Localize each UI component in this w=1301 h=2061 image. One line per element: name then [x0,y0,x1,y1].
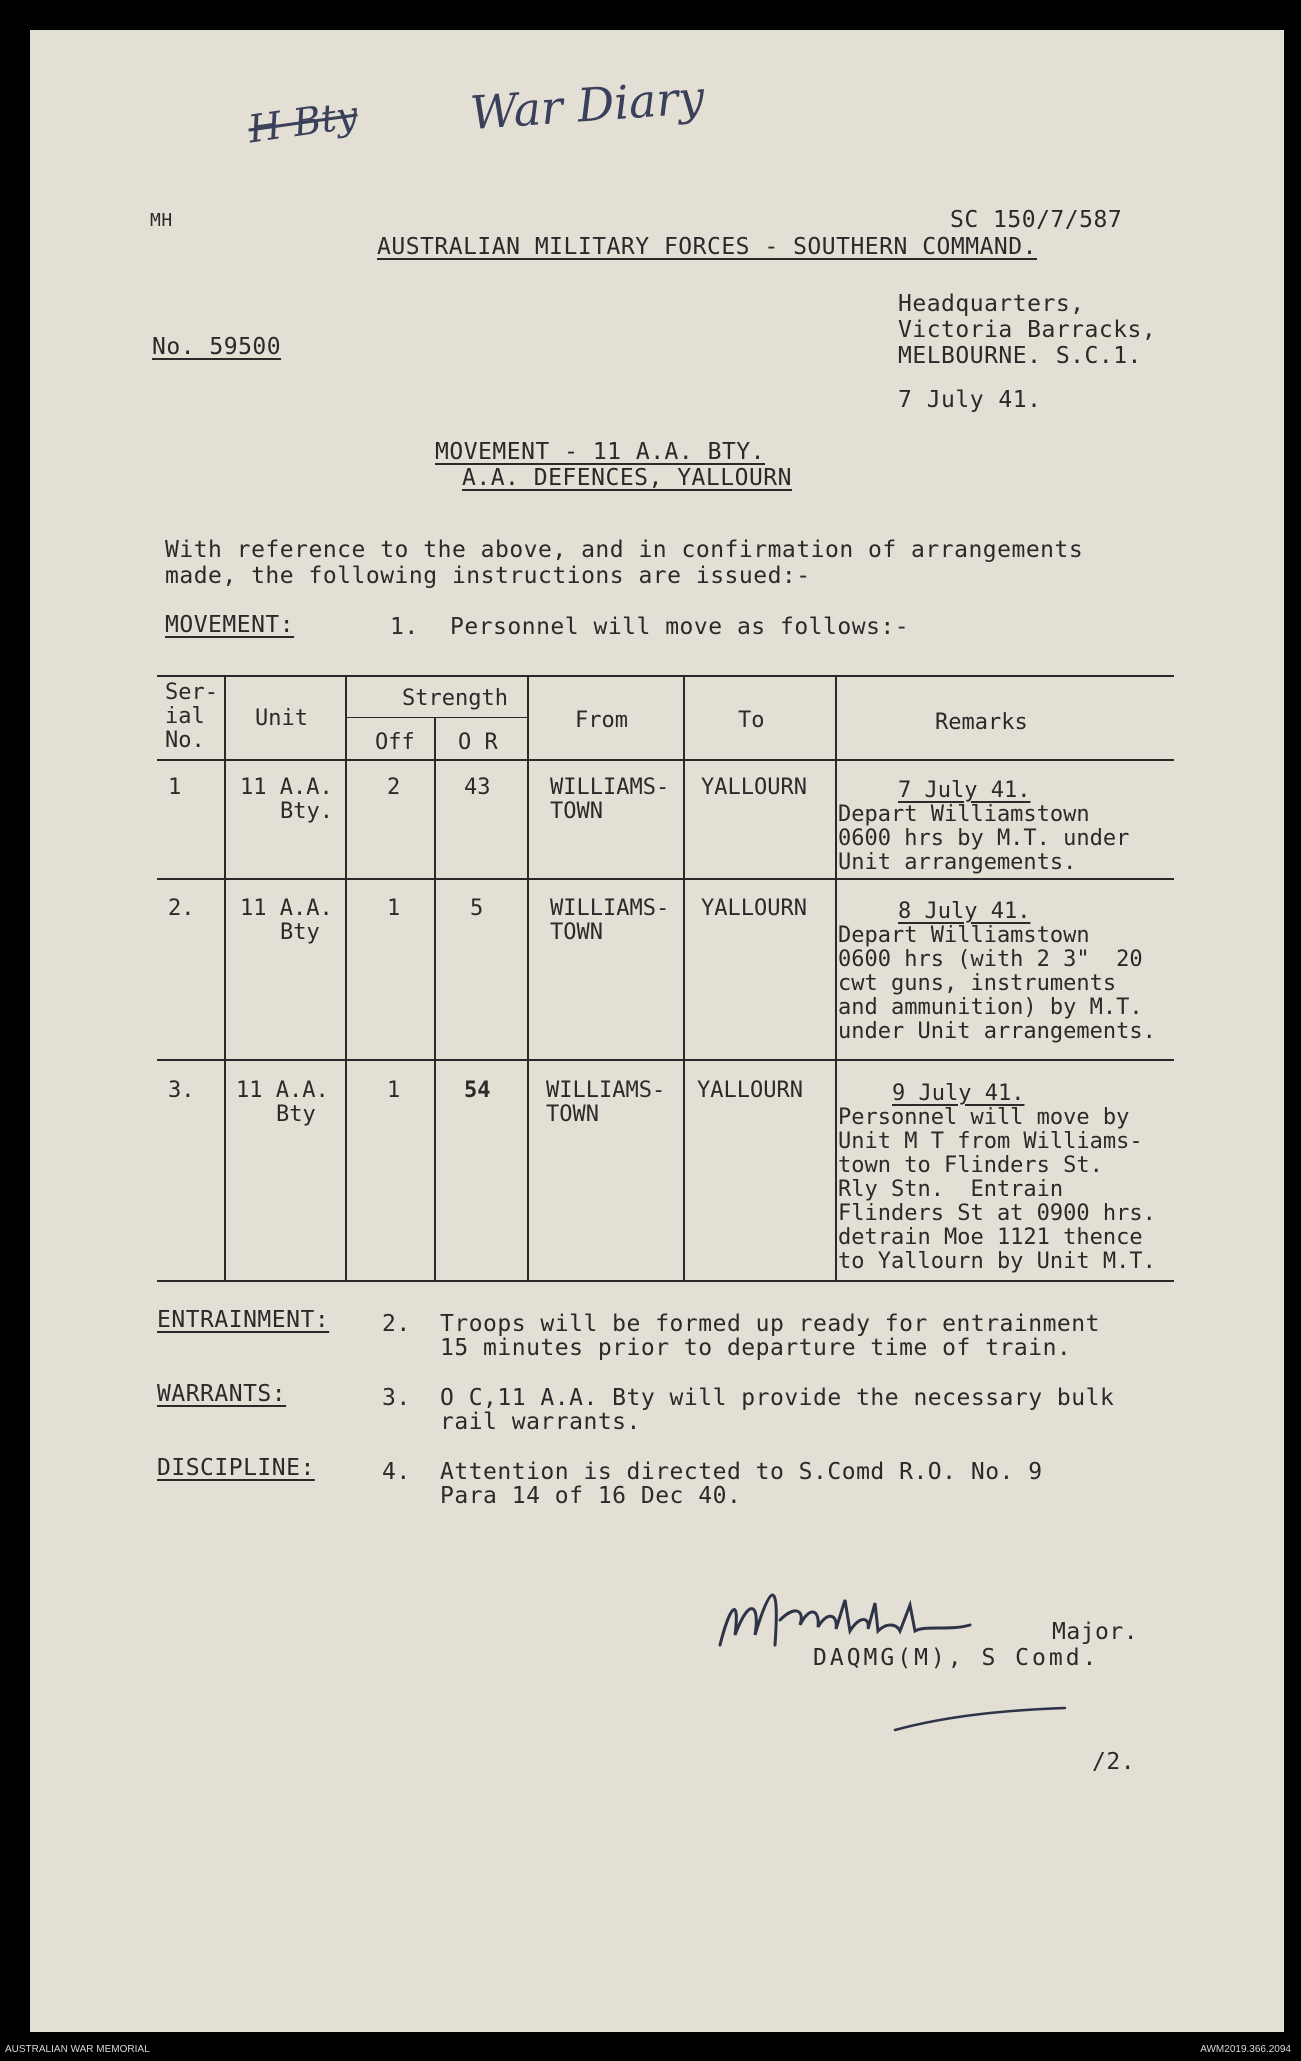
header-strength: Strength [402,686,508,711]
row-remarks: cwt guns, instruments [838,971,1117,996]
row-from: TOWN [546,1102,599,1127]
document-number: No. 59500 [152,334,282,360]
row-to: YALLOURN [701,896,807,921]
section-text: Troops will be formed up ready for entrainment [440,1311,1100,1337]
address-line: Victoria Barracks, [898,317,1157,343]
row-unit: Bty [276,1102,316,1127]
row-unit: 11 A.A. [236,1078,329,1103]
section-text: Attention is directed to S.Comd R.O. No. 9 [440,1459,1043,1485]
movement-number: 1. [390,614,419,640]
row-remarks: 0600 hrs (with 2 3" 20 [838,947,1143,972]
row-from: TOWN [550,920,603,945]
row-serial: 3. [168,1078,195,1103]
movement-text: Personnel will move as follows:- [450,614,910,640]
section-text: rail warrants. [440,1409,641,1435]
row-to: YALLOURN [701,775,807,800]
row-remarks: and ammunition) by M.T. [838,995,1143,1020]
handwritten-stroke [890,1700,1070,1740]
row-from: WILLIAMS- [550,896,670,921]
row-or: 54 [464,1078,491,1103]
row-from: TOWN [550,799,603,824]
header-remarks: Remarks [935,710,1028,735]
footer-right: AWM2019.366.2094 [1200,2044,1291,2055]
header-from: From [575,708,628,733]
row-off: 2 [387,775,401,800]
row-unit: 11 A.A. [240,775,333,800]
row-unit: Bty. [280,799,333,824]
section-heading: WARRANTS: [157,1381,287,1407]
header-serial: Ser- [165,680,218,705]
row-remarks: Rly Stn. Entrain [838,1177,1064,1202]
reference-number: SC 150/7/587 [950,207,1123,233]
row-date: 8 July 41. [898,899,1031,924]
row-or: 5 [470,896,484,921]
row-remarks: Depart Williamstown [838,802,1090,827]
row-remarks: under Unit arrangements. [838,1019,1156,1044]
row-remarks: Flinders St at 0900 hrs. [838,1201,1156,1226]
subject-line-2: A.A. DEFENCES, YALLOURN [462,465,792,491]
movement-heading: MOVEMENT: [165,612,295,638]
handwritten-war-diary: War Diary [468,69,706,141]
row-from: WILLIAMS- [546,1078,666,1103]
row-from: WILLIAMS- [550,775,670,800]
handwritten-battery-note: H Bty [245,92,361,152]
header-off: Off [375,730,415,755]
header-or: O R [458,730,498,755]
row-off: 1 [387,896,401,921]
row-off: 1 [387,1078,401,1103]
section-heading: ENTRAINMENT: [157,1307,330,1333]
row-remarks: town to Flinders St. [838,1153,1103,1178]
header-serial: ial [165,704,205,729]
row-unit: 11 A.A. [240,896,333,921]
header-to: To [738,708,765,733]
row-remarks: Depart Williamstown [838,923,1090,948]
row-date: 9 July 41. [892,1081,1025,1106]
header-serial: No. [165,728,205,753]
address-line: Headquarters, [898,291,1085,317]
section-heading: DISCIPLINE: [157,1455,315,1481]
signature-appointment: DAQMG(M), S Comd. [813,1645,1100,1671]
address-line: MELBOURNE. S.C.1. [898,343,1142,369]
row-remarks: Personnel will move by [838,1105,1130,1130]
footer-left: AUSTRALIAN WAR MEMORIAL [5,2044,150,2055]
intro-line-1: With reference to the above, and in confirmation of arrangements [165,537,1084,563]
signature-rank: Major. [1052,1619,1139,1645]
row-serial: 2. [168,896,195,921]
section-number: 2. [382,1311,411,1337]
subject-line-1: MOVEMENT - 11 A.A. BTY. [435,439,765,465]
row-remarks: 0600 hrs by M.T. under [838,826,1130,851]
page-marker: /2. [1092,1749,1136,1775]
section-text: Para 14 of 16 Dec 40. [440,1483,742,1509]
row-remarks: Unit arrangements. [838,850,1077,875]
row-or: 43 [464,775,491,800]
section-text: O C,11 A.A. Bty will provide the necessary bulk [440,1385,1115,1411]
section-number: 4. [382,1459,411,1485]
row-date: 7 July 41. [898,778,1031,803]
header-unit: Unit [255,706,308,731]
row-serial: 1 [168,775,182,800]
row-to: YALLOURN [697,1078,803,1103]
row-remarks: Unit M T from Williams- [838,1129,1143,1154]
letterhead-title: AUSTRALIAN MILITARY FORCES - SOUTHERN COMMAND. [377,234,1037,260]
intro-line-2: made, the following instructions are issued:- [165,563,811,589]
section-number: 3. [382,1385,411,1411]
row-remarks: to Yallourn by Unit M.T. [838,1249,1156,1274]
section-text: 15 minutes prior to departure time of train. [440,1335,1072,1361]
row-remarks: detrain Moe 1121 thence [838,1225,1143,1250]
document-page [30,30,1284,2032]
document-date: 7 July 41. [898,387,1042,413]
typist-initials: MH [150,210,173,231]
row-unit: Bty [280,920,320,945]
